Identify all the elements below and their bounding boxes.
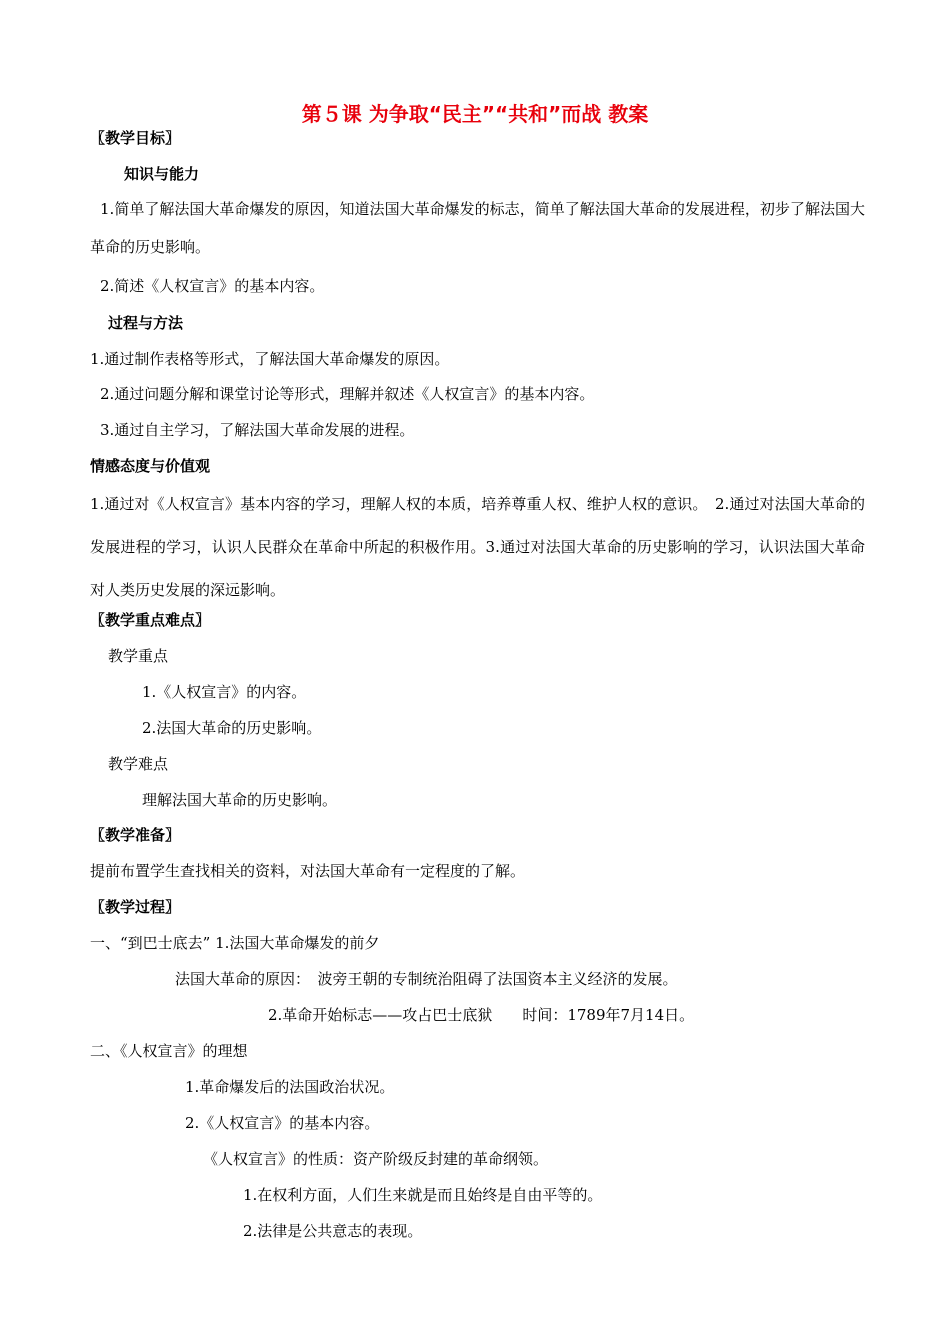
part1-cause: 法国大革命的原因： 波旁王朝的专制统治阻碍了法国资本主义经济的发展。 — [175, 970, 678, 988]
part1-heading: 一、“到巴士底去” 1.法国大革命爆发的前夕 — [90, 934, 380, 952]
knowledge-heading: 知识与能力 — [124, 165, 200, 183]
emotion-heading: 情感态度与价值观 — [90, 457, 211, 475]
key-item-2: 2.法国大革命的历史影响。 — [142, 719, 322, 737]
page-title: 第５课 为争取“民主”“共和”而战 教案 — [301, 102, 649, 126]
part1-start: 2.革命开始标志——攻占巴士底狱 时间：1789年7月14日。 — [268, 1006, 695, 1024]
part2-content-1: 1.在权利方面，人们生来就是而且始终是自由平等的。 — [243, 1186, 603, 1204]
process-item-2: 2.通过问题分解和课堂讨论等形式，理解并叙述《人权宣言》的基本内容。 — [100, 385, 595, 403]
objectives-heading: 〖教学目标〗 — [90, 129, 181, 147]
key-item-1: 1.《人权宣言》的内容。 — [142, 683, 307, 701]
part2-content-2: 2.法律是公共意志的表现。 — [243, 1222, 423, 1240]
difficult-label: 教学难点 — [108, 755, 169, 773]
knowledge-item-2: 2.简述《人权宣言》的基本内容。 — [100, 277, 325, 295]
process-heading: 过程与方法 — [108, 314, 184, 332]
keypoints-heading: 〖教学重点难点〗 — [90, 611, 211, 629]
process-item-1: 1.通过制作表格等形式，了解法国大革命爆发的原因。 — [90, 350, 450, 368]
part2-nature: 《人权宣言》的性质：资产阶级反封建的革命纲领。 — [203, 1150, 549, 1168]
prep-text: 提前布置学生查找相关的资料，对法国大革命有一定程度的了解。 — [90, 862, 526, 880]
key-label: 教学重点 — [108, 647, 169, 665]
part2-item-1: 1.革命爆发后的法国政治状况。 — [185, 1078, 395, 1096]
teaching-process-heading: 〖教学过程〗 — [90, 898, 181, 916]
knowledge-item-1: 1.简单了解法国大革命爆发的原因，知道法国大革命爆发的标志，简单了解法国大革命的发展进程，初步了解法国大革命的历史影响。 — [90, 200, 865, 256]
difficult-item-1: 理解法国大革命的历史影响。 — [142, 791, 338, 809]
part2-heading: 二、《人权宣言》的理想 — [90, 1042, 248, 1060]
part2-item-2: 2.《人权宣言》的基本内容。 — [185, 1114, 380, 1132]
process-item-3: 3.通过自主学习，了解法国大革命发展的进程。 — [100, 421, 415, 439]
prep-heading: 〖教学准备〗 — [90, 826, 181, 844]
emotion-text: 1.通过对《人权宣言》基本内容的学习，理解人权的本质，培养尊重人权、维护人权的意识。 2.通过对法国大革命的发展进程的学习，认识人民群众在革命中所起的积极作用。3.通过对法国大革命的历史影响的学习，认识法国大革命对人类历史发展的深远影响。 — [90, 495, 865, 599]
